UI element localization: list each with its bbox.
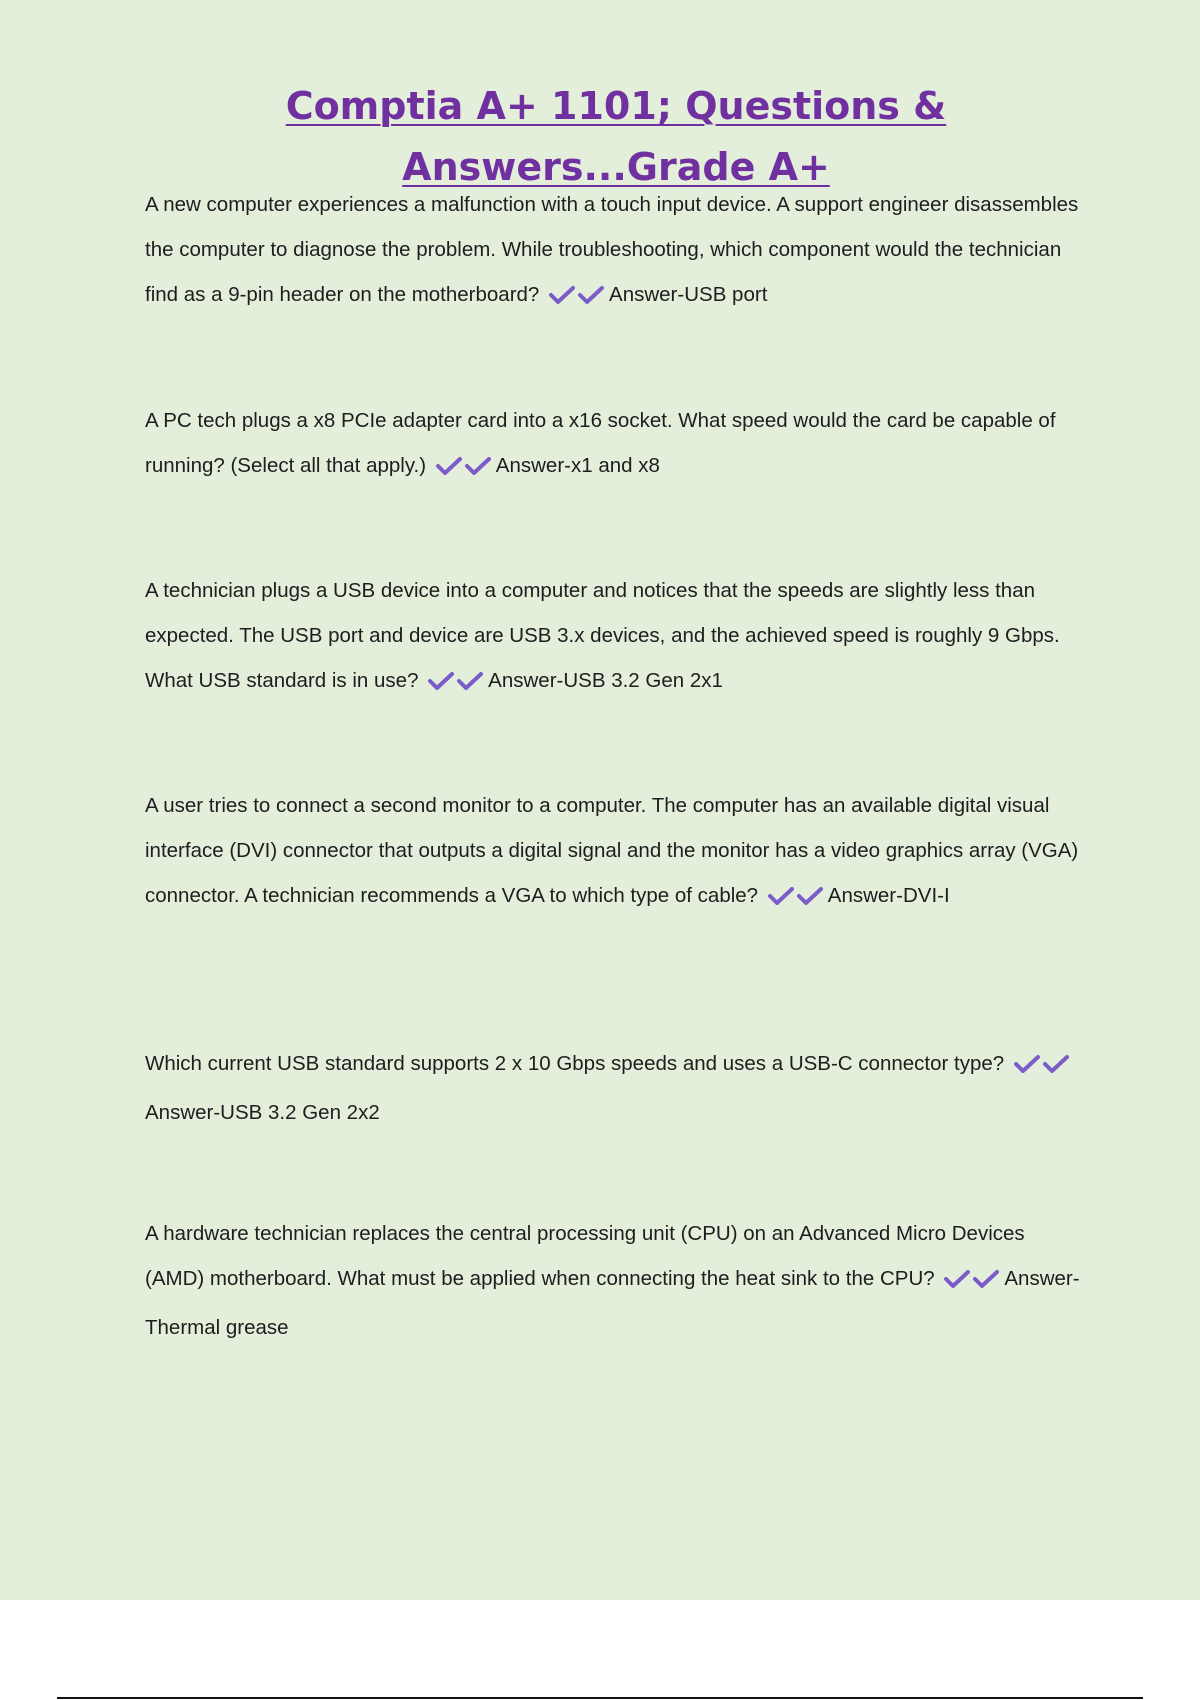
- qa-item-5: [145, 1041, 1085, 1135]
- document-title: [0, 76, 1200, 198]
- double-check-icon: [436, 447, 494, 492]
- double-check-icon: [768, 877, 826, 922]
- double-check-icon: [1014, 1045, 1072, 1090]
- answer-text: Answer-DVI-I: [827, 884, 950, 907]
- check-icon: [436, 456, 462, 476]
- qa-item-3: [145, 568, 1085, 707]
- check-icon: [428, 671, 454, 691]
- question-text: A user tries to connect a second monitor to a computer. The computer has an available digital visual interface (DVI) connector that outputs a digital signal and the monitor has a video graphics array (VGA) connector. A technician recommends a VGA to which type of cable?: [145, 794, 1079, 907]
- question-text: A hardware technician replaces the central processing unit (CPU) on an Advanced Micro Devices (AMD) motherboard. What must be applied when connecting the heat sink to the CPU?: [145, 1222, 1025, 1290]
- title-line-1: Comptia A+ 1101; Questions &: [285, 84, 947, 128]
- check-icon: [578, 285, 604, 305]
- question-text: A PC tech plugs a x8 PCIe adapter card into a x16 socket. What speed would the card be capable of running? (Select all that apply.): [145, 409, 1056, 477]
- question-text: A technician plugs a USB device into a computer and notices that the speeds are slightly less than expected. The USB port and device are USB 3.x devices, and the achieved speed is roughly 9 Gbps. What USB standard is in use?: [145, 579, 1060, 692]
- qa-item-1: [145, 182, 1085, 321]
- answer-text: Answer-USB 3.2 Gen 2x1: [488, 669, 723, 692]
- answer-text: Answer-USB port: [609, 283, 768, 306]
- answer-text: Answer-Thermal grease: [145, 1267, 1080, 1339]
- check-icon: [549, 285, 575, 305]
- check-icon: [457, 671, 483, 691]
- check-icon: [1014, 1054, 1040, 1074]
- question-text: Which current USB standard supports 2 x 10 Gbps speeds and uses a USB-C connector type?: [145, 1052, 1005, 1075]
- check-icon: [1043, 1054, 1069, 1074]
- footer-divider: [57, 1697, 1143, 1699]
- check-icon: [768, 886, 794, 906]
- answer-text: Answer-USB 3.2 Gen 2x2: [145, 1101, 380, 1124]
- double-check-icon: [428, 662, 486, 707]
- qa-item-4: [145, 783, 1085, 922]
- question-text: A new computer experiences a malfunction with a touch input device. A support engineer disassembles the computer to diagnose the problem. While troubleshooting, which component would the technician find as a 9-pin header on the motherboard?: [145, 193, 1079, 306]
- double-check-icon: [944, 1260, 1002, 1305]
- answer-text: Answer-x1 and x8: [495, 454, 660, 477]
- check-icon: [944, 1269, 970, 1289]
- double-check-icon: [549, 276, 607, 321]
- check-icon: [797, 886, 823, 906]
- check-icon: [973, 1269, 999, 1289]
- qa-item-2: [145, 398, 1085, 492]
- title-line-2: Answers...Grade A+: [402, 145, 830, 189]
- qa-item-6: [145, 1211, 1085, 1350]
- check-icon: [465, 456, 491, 476]
